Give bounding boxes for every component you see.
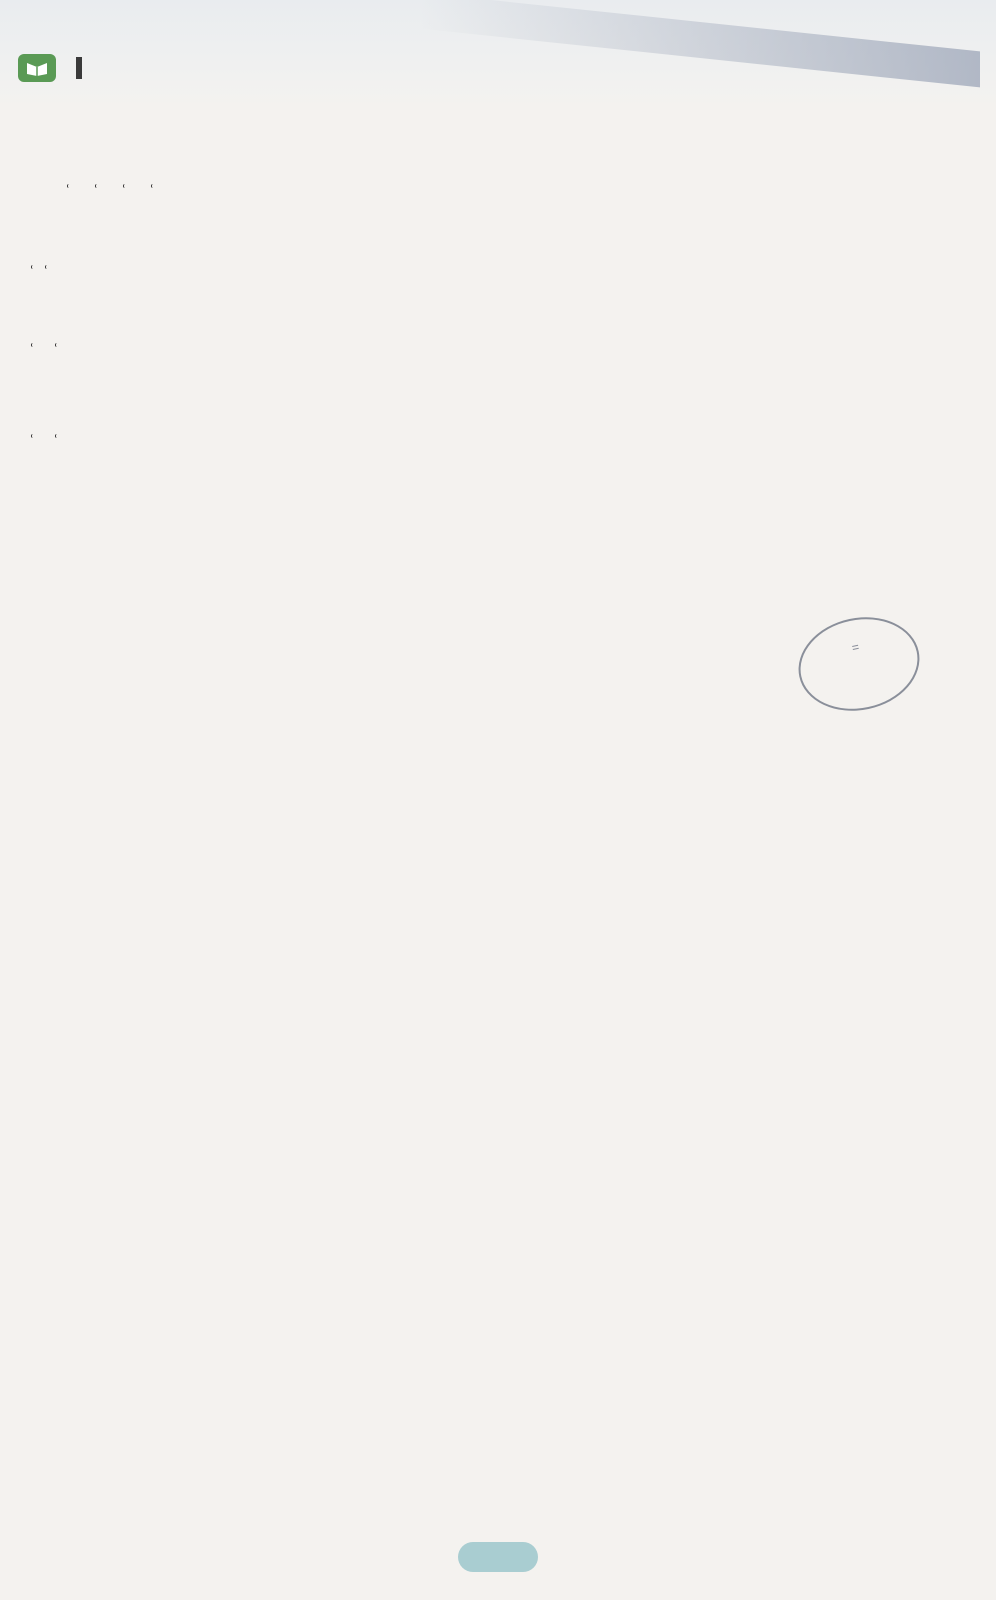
section8-q4 (28, 384, 976, 488)
header-bar (18, 48, 98, 88)
header-decoration (420, 0, 980, 87)
book-logo-icon (18, 54, 56, 82)
site-watermark (800, 1520, 980, 1590)
homework-stamp (790, 606, 928, 721)
chapter-title (28, 488, 976, 520)
lesson-title-1 (28, 520, 976, 550)
system-8 (55, 343, 63, 347)
section8-q2 (28, 228, 976, 306)
section8-q1 (28, 144, 976, 228)
system-7 (31, 343, 39, 347)
lesson-title-2 (28, 550, 976, 586)
system-2 (95, 184, 103, 188)
page-header (0, 0, 996, 110)
answer-content (28, 110, 976, 586)
section-title (28, 110, 976, 144)
system-1 (67, 184, 75, 188)
system-4 (151, 184, 159, 188)
system-3 (123, 184, 131, 188)
system-6 (45, 265, 53, 269)
system-5 (31, 265, 39, 269)
page-number (458, 1542, 538, 1572)
system-11 (55, 434, 63, 438)
system-10 (31, 434, 39, 438)
section8-q3 (28, 306, 976, 384)
header-separator (76, 57, 82, 79)
